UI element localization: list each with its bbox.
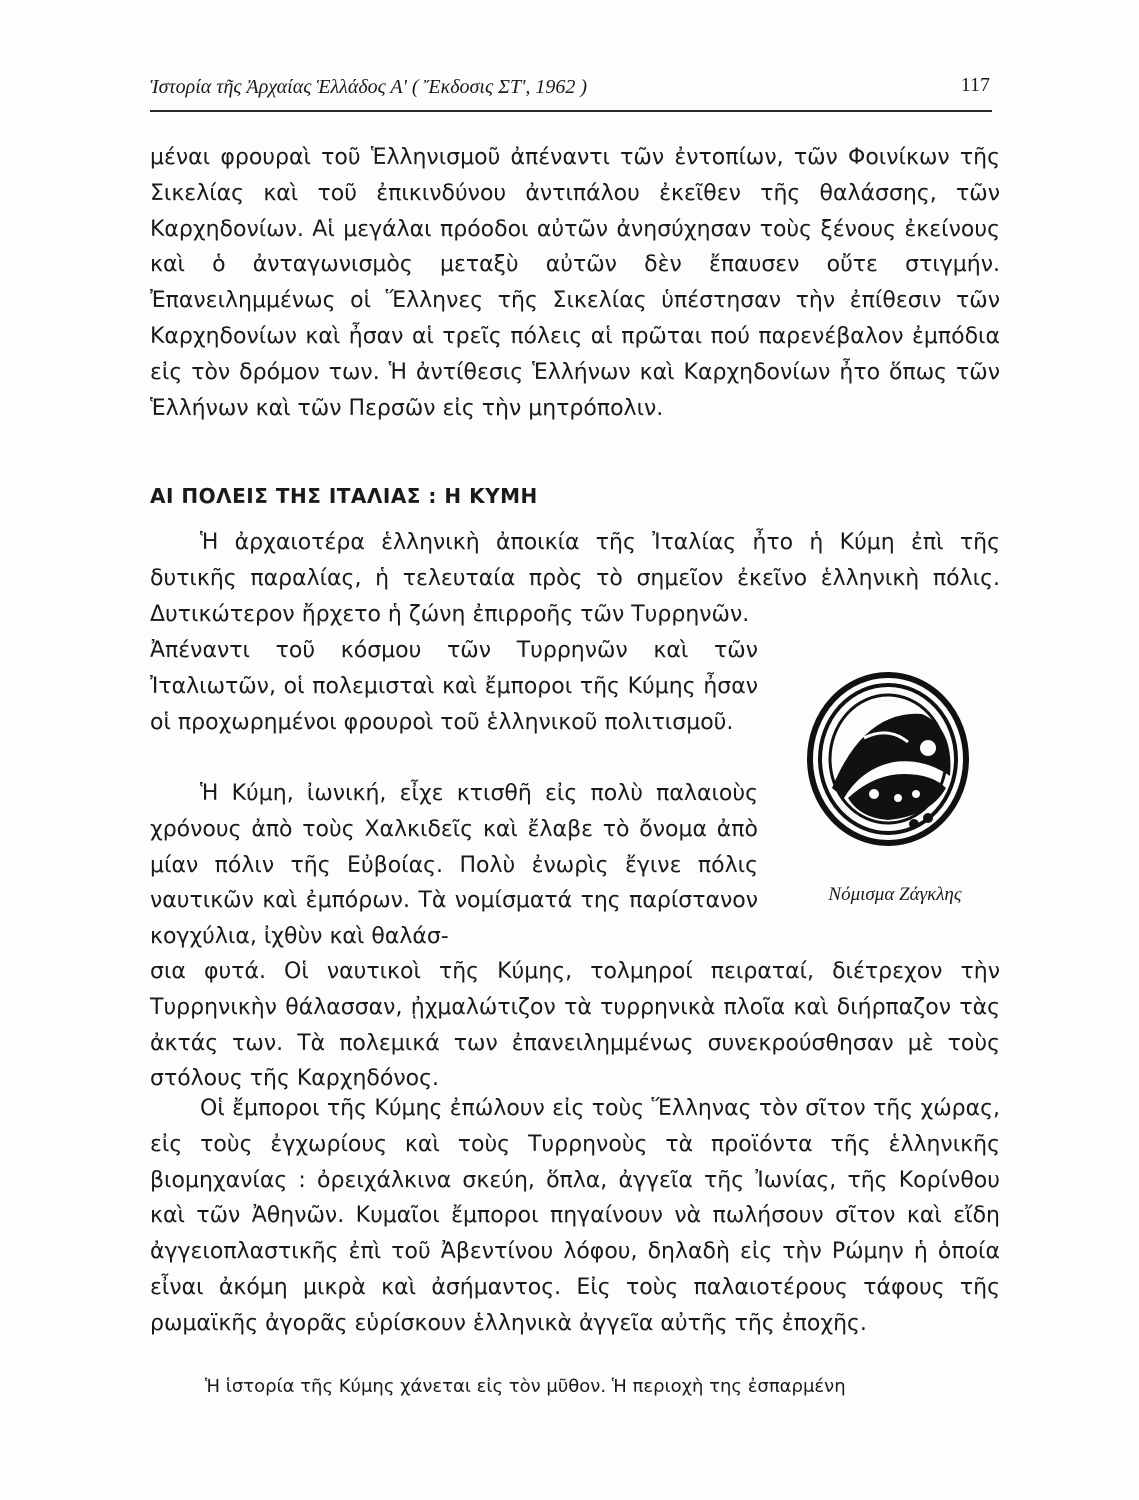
- footnote-text: Ἡ ἱστορία τῆς Κύμης χάνεται εἰς τὸν μῦθον. Ἡ περιοχὴ της ἐσπαρμένη: [205, 1376, 846, 1397]
- section-heading: ΑΙ ΠΟΛΕΙΣ ΤΗΣ ΙΤΑΛΙΑΣ : Η ΚΥΜΗ: [150, 484, 538, 508]
- paragraph-kyme-ionic: Ἡ Κύμη, ἰωνική, εἶχε κτισθῆ εἰς πολὺ παλαιοὺς χρόνους ἀπὸ τοὺς Χαλκιδεῖς καὶ ἔλαβε τὸ ὄνομα ἀπὸ μίαν πόλιν τῆς Εὐβοίας. Πολὺ ἐνωρὶς ἔγινε πόλις ναυτικῶν καὶ ἐμπόρων. Τὰ νομίσματά της παρίστανον κογχύλια, ἰχθὺν καὶ θαλάσ-: [150, 781, 758, 950]
- coin-icon: [804, 670, 972, 848]
- paragraph-sicily: μέναι φρουραὶ τοῦ Ἑλληνισμοῦ ἀπέναντι τῶν ἐντοπίων, τῶν Φοινίκων τῆς Σικελίας καὶ τοῦ ἐπικινδύνου ἀντιπάλου ἐκεῖθεν τῆς θαλάσσης, τῶν Καρχηδονίων. Αἱ μεγάλαι πρόοδοι αὐτῶν ἀνησύχησαν τοὺς ξένους ἐκείνους καὶ ὁ ἀνταγωνισμὸς μεταξὺ αὐτῶν δὲν ἔπαυσεν οὔτε στιγμήν. Ἐπανειλημμένως οἱ Ἕλληνες τῆς Σικελίας ὑπέστησαν τὴν ἐπίθεσιν τῶν Καρχηδονίων καὶ ἦσαν αἱ τρεῖς πόλεις αἱ πρῶται πού παρενέβαλον ἐμπόδια εἰς τὸν δρόμον των. Ἡ ἀντίθεσις Ἑλλήνων καὶ Καρχηδονίων ἦτο ὅπως τῶν Ἑλλήνων καὶ τῶν Περσῶν εἰς τὴν μητρόπολιν.: [150, 145, 1000, 421]
- paragraph-kyme-sailors: σια φυτά. Οἱ ναυτικοὶ τῆς Κύμης, τολμηροί πειραταί, διέτρεχον τὴν Τυρρηνικὴν θάλασσαν, ᾐχμαλώτιζον τὰ τυρρηνικὰ πλοῖα καὶ διήρπαζον τὰς ἀκτάς των. Τὰ πολεμικά των ἐπανειλημμένως συνεκρούσθησαν μὲ τοὺς στόλους τῆς Καρχηδόνος.: [150, 959, 1000, 1092]
- paragraph-kyme-guards: Ἀπέναντι τοῦ κόσμου τῶν Τυρρηνῶν καὶ τῶν Ἰταλιωτῶν, οἱ πολεμισταὶ καὶ ἔμποροι τῆς Κύμης ἦσαν οἱ προχωρημένοι φρουροὶ τοῦ ἑλληνικοῦ πολιτισμοῦ.: [150, 638, 758, 735]
- running-title: Ἱστορία τῆς Ἀρχαίας Ἑλλάδος Α' ( Ἔκδοσις ΣΤ', 1962 ): [150, 76, 588, 98]
- page-number: 117: [960, 74, 990, 96]
- coin-caption: Νόμισμα Ζάγκλης: [828, 884, 962, 905]
- header-rule: [150, 110, 992, 112]
- paragraph-kyme-intro: Ἡ ἀρχαιοτέρα ἑλληνικὴ ἀποικία τῆς Ἰταλίας ἦτο ἡ Κύμη ἐπὶ τῆς δυτικῆς παραλίας, ἡ τελευταία πρὸς τὸ σημεῖον ἐκεῖνο ἑλληνικὴ πόλις. Δυτικώτερον ἤρχετο ἡ ζώνη ἐπιρροῆς τῶν Τυρρηνῶν.: [150, 530, 1000, 627]
- page-header: [150, 72, 992, 102]
- paragraph-kyme-merchants: Οἱ ἔμποροι τῆς Κύμης ἐπώλουν εἰς τοὺς Ἕλληνας τὸν σῖτον τῆς χώρας, εἰς τοὺς ἐγχωρίους καὶ τοὺς Τυρρηνοὺς τὰ προϊόντα τῆς ἑλληνικῆς βιομηχανίας : ὀρειχάλκινα σκεύη, ὅπλα, ἀγγεῖα τῆς Ἰωνίας, τῆς Κορίνθου καὶ τῶν Ἀθηνῶν. Κυμαῖοι ἔμποροι πηγαίνουν νὰ πωλήσουν σῖτον καὶ εἴδη ἀγγειοπλαστικῆς ἐπὶ τοῦ Ἀβεντίνου λόφου, δηλαδὴ εἰς τὴν Ρώμην ἡ ὁποία εἶναι ἀκόμη μικρὰ καὶ ἀσήμαντος. Εἰς τοὺς παλαιοτέρους τάφους τῆς ρωμαϊκῆς ἀγορᾶς εὑρίσκουν ἑλληνικὰ ἀγγεῖα αὐτῆς τῆς ἐποχῆς.: [150, 1096, 1000, 1336]
